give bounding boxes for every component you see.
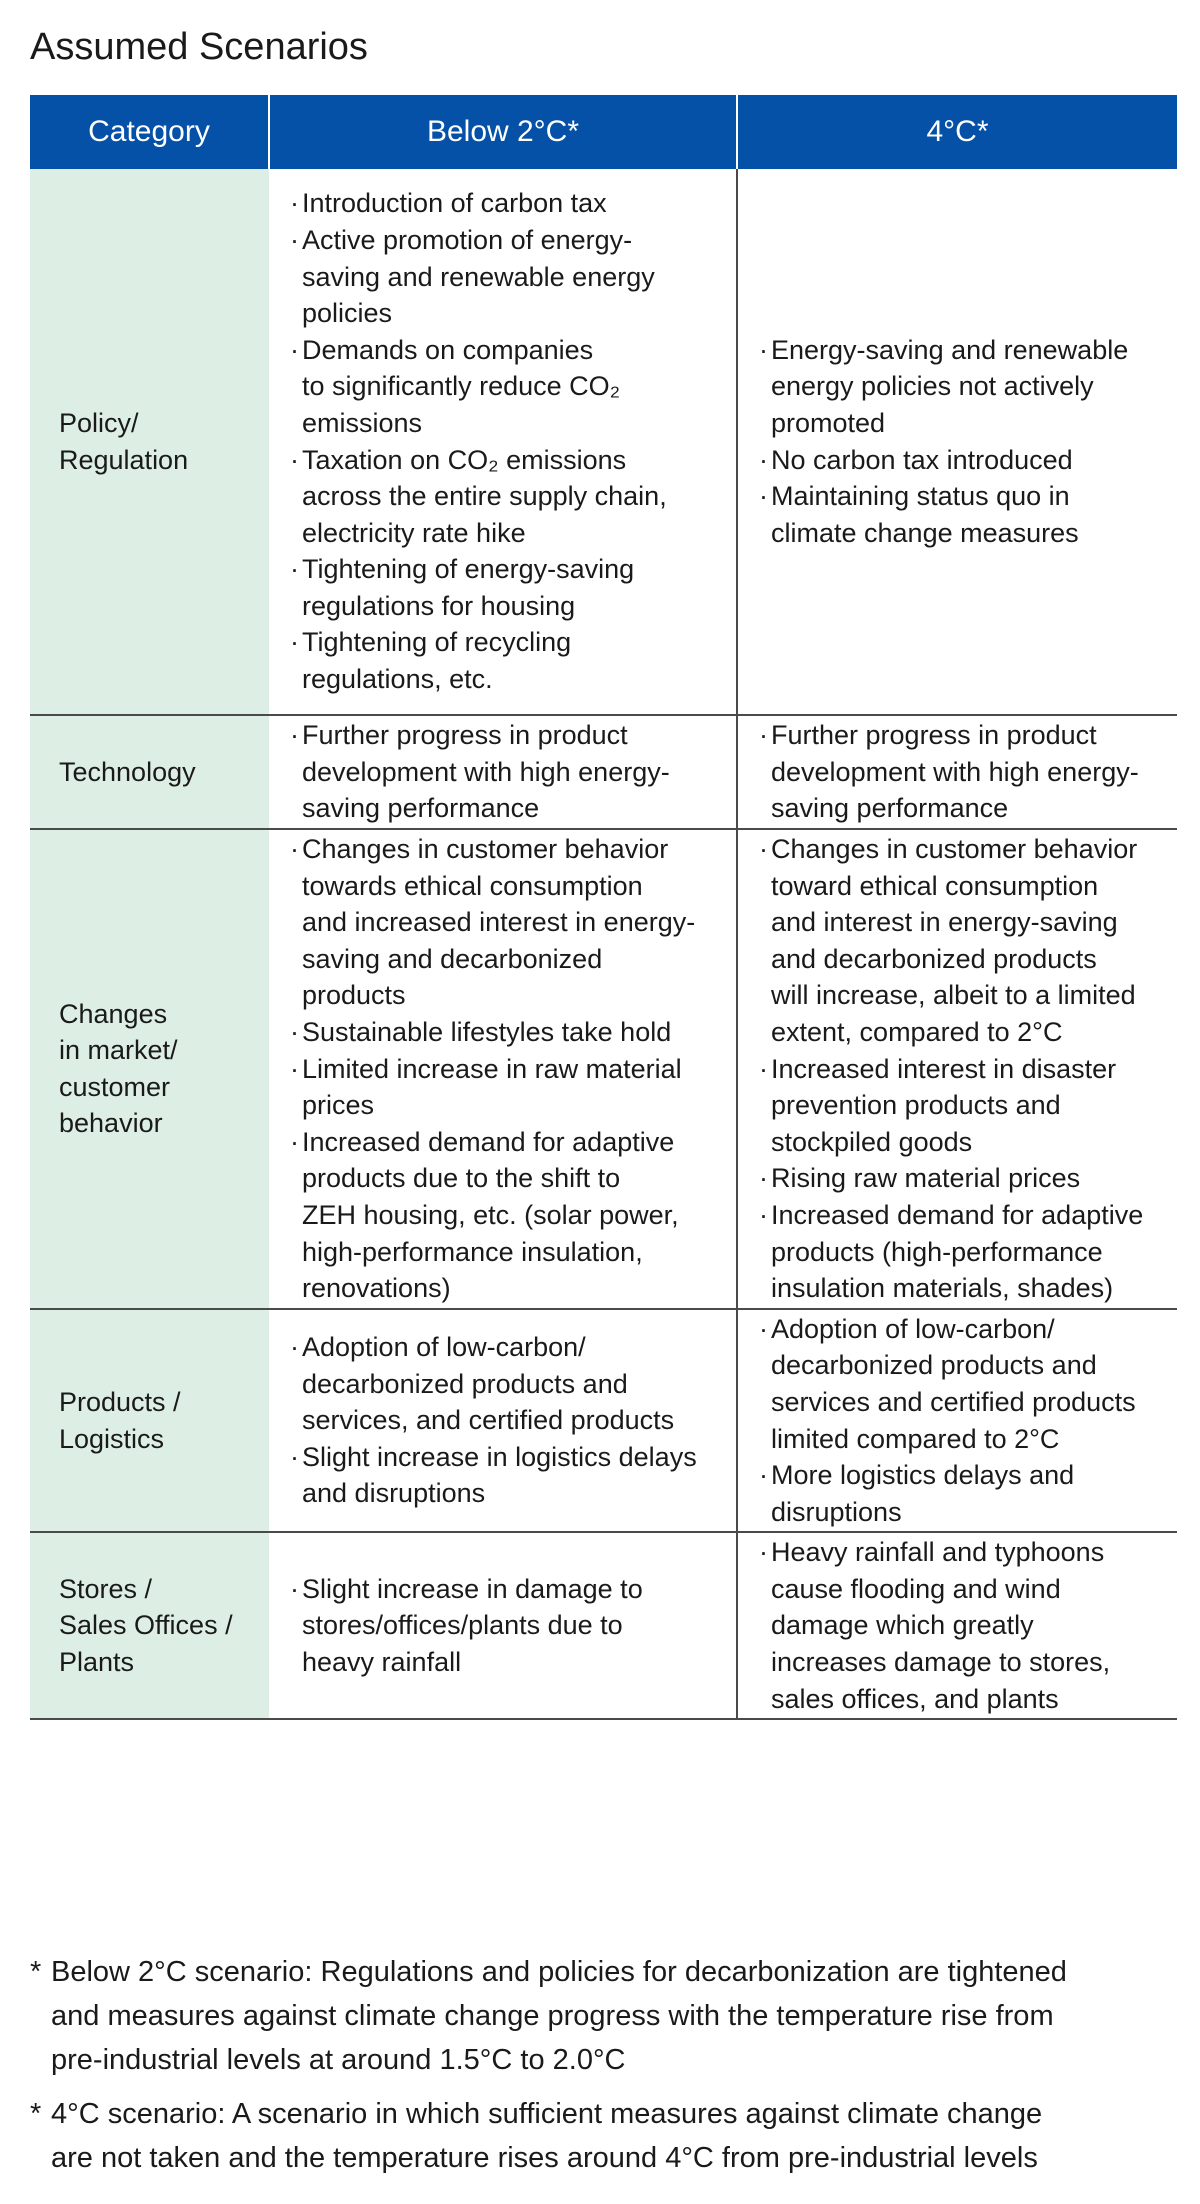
bullet-list [293, 185, 724, 697]
bullet-list [762, 1311, 1165, 1531]
bullet-item: · Increased demand for adaptive products (high-performance insulation materials, shades) [762, 1197, 1165, 1307]
page-title: Assumed Scenarios [30, 26, 368, 68]
below-2c-cell [269, 1309, 737, 1533]
bullet-item: · Active promotion of energy- saving and renewable energy policies [293, 222, 724, 332]
bullet-list [293, 1571, 724, 1681]
table-row [30, 715, 1177, 829]
4c-cell [737, 169, 1177, 715]
bullet-item: · Adoption of low-carbon/ decarbonized products and services, and certified products [293, 1329, 724, 1439]
bullet-list [762, 332, 1165, 552]
footnote [30, 1950, 1180, 2082]
bullet-item: · Heavy rainfall and typhoons cause flooding and wind damage which greatly increases damage to stores, sales offices, and plants [762, 1534, 1165, 1717]
bullet-item: · Energy-saving and renewable energy policies not actively promoted [762, 332, 1165, 442]
row-category: Products / Logistics [30, 1309, 269, 1533]
4c-cell [737, 715, 1177, 829]
bullet-item: · Limited increase in raw material prices [293, 1051, 724, 1124]
bullet-item: · More logistics delays and disruptions [762, 1457, 1165, 1530]
bullet-item: · Further progress in product development with high energy- saving performance [293, 717, 724, 827]
header-below-2c: Below 2°C* [269, 95, 737, 169]
bullet-list [762, 717, 1165, 827]
below-2c-cell [269, 715, 737, 829]
bullet-item: · Slight increase in logistics delays and disruptions [293, 1439, 724, 1512]
bullet-item: · Slight increase in damage to stores/offices/plants due to heavy rainfall [293, 1571, 724, 1681]
bullet-list [293, 717, 724, 827]
below-2c-cell [269, 829, 737, 1309]
footnotes [30, 1950, 1180, 2190]
table-header-row [30, 95, 1177, 169]
row-category: Policy/ Regulation [30, 169, 269, 715]
bullet-item: · Maintaining status quo in climate change measures [762, 478, 1165, 551]
row-category: Technology [30, 715, 269, 829]
row-category: Stores / Sales Offices / Plants [30, 1532, 269, 1719]
footnote-marker: * [30, 2098, 42, 2130]
bullet-item: · Changes in customer behavior towards ethical consumption and increased interest in energy- saving and decarbonized products [293, 831, 724, 1014]
table-row [30, 829, 1177, 1309]
scenario-table [30, 95, 1177, 1720]
bullet-list [762, 1534, 1165, 1717]
footnote [30, 2092, 1180, 2180]
bullet-item: · Increased interest in disaster prevention products and stockpiled goods [762, 1051, 1165, 1161]
bullet-item: · Tightening of recycling regulations, etc. [293, 624, 724, 697]
table-row [30, 1309, 1177, 1533]
bullet-item: · Taxation on CO₂ emissions across the entire supply chain, electricity rate hike [293, 442, 724, 552]
bullet-item: · Changes in customer behavior toward ethical consumption and interest in energy-saving and decarbonized products will increase, albeit to a limited extent, compared to 2°C [762, 831, 1165, 1051]
table-row [30, 1532, 1177, 1719]
header-category: Category [30, 95, 269, 169]
bullet-item: · Tightening of energy-saving regulations for housing [293, 551, 724, 624]
bullet-item: · Rising raw material prices [762, 1160, 1165, 1197]
bullet-list [293, 831, 724, 1307]
header-4c: 4°C* [737, 95, 1177, 169]
bullet-item: · Sustainable lifestyles take hold [293, 1014, 724, 1051]
4c-cell [737, 829, 1177, 1309]
footnote-text: Below 2°C scenario: Regulations and policies for decarbonization are tightened and measures against climate change progress with the temperature rise from pre-industrial levels at around 1.5°C to 2.0°C [51, 1956, 1067, 2076]
bullet-item: · Increased demand for adaptive products due to the shift to ZEH housing, etc. (solar power, high-performance insulation, renovations) [293, 1124, 724, 1307]
4c-cell [737, 1309, 1177, 1533]
below-2c-cell [269, 169, 737, 715]
bullet-list [293, 1329, 724, 1512]
table-row [30, 169, 1177, 715]
bullet-item: · Further progress in product development with high energy- saving performance [762, 717, 1165, 827]
4c-cell [737, 1532, 1177, 1719]
bullet-item: · Introduction of carbon tax [293, 185, 724, 222]
below-2c-cell [269, 1532, 737, 1719]
bullet-item: · Demands on companies to significantly reduce CO₂ emissions [293, 332, 724, 442]
bullet-item: · No carbon tax introduced [762, 442, 1165, 479]
footnote-text: 4°C scenario: A scenario in which sufficient measures against climate change are not taken and the temperature rises around 4°C from pre-industrial levels [51, 2098, 1043, 2174]
bullet-item: · Adoption of low-carbon/ decarbonized products and services and certified products limited compared to 2°C [762, 1311, 1165, 1457]
footnote-marker: * [30, 1956, 42, 1988]
bullet-list [762, 831, 1165, 1307]
row-category: Changes in market/ customer behavior [30, 829, 269, 1309]
